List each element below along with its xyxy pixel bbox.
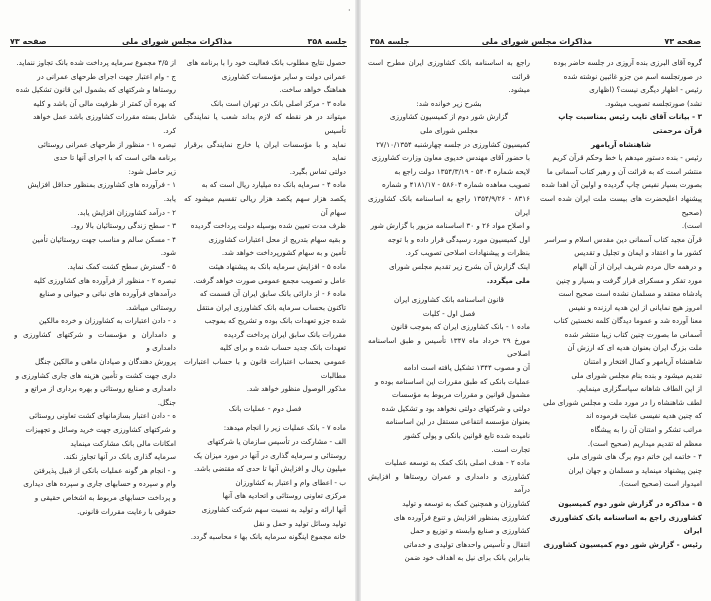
text-line: تجارت است. [491, 444, 530, 454]
text-line: د - دادن اعتبارات به کشاورزان و خرده مالکین [38, 316, 176, 326]
text-line: که بهره آن کمتر از ظرفیت مالی آن باشد و کلیه [33, 98, 176, 108]
text-line: و - انجام هر گونه عملیات بانکی از قبیل پذیرفتن [33, 465, 176, 475]
scan-mark: · [348, 6, 351, 15]
text-line: حصول نتایج مطلوب بانک فعالیت خود را با برنامه های [186, 58, 346, 67]
text-line: بنظرات و پیشنهادات اصلاحی تصویب کرد. [405, 248, 530, 258]
text-line: با حضور آقای مهندس خدیوی معاون وزارت کشاورزی [371, 153, 530, 163]
text-line: از این الطاف شاهانه سپاسگزاری مینمایم. [576, 384, 702, 394]
text-line: ماده ۷ - بانک عملیات زیر را انجام میدهد: [223, 423, 346, 433]
section-heading: کشاورزی راجع به اساسنامه بانک کشاورزی ایران [549, 512, 702, 536]
text-column-left [368, 56, 530, 596]
text-line: در صورتجلسه اسم من جزو غائبین نوشته شده [563, 71, 702, 81]
text-line: تأمین و به سهام کشورپرداخت خواهد شد. [221, 248, 346, 258]
text-line: گروه آقای البرزی بنده آروزی در جلسه حاضر بوده [553, 58, 702, 67]
text-line: ماده ۱ - بانک کشاورزی ایران که بموجب قانون [391, 322, 530, 332]
text-line: پرورش دهندگان و صیادان ماهی و مالکین جنگل [34, 357, 176, 367]
text-line: آن و مصوب ۱۳۴۴ تشکیل یافته است ادامه [403, 363, 530, 373]
text-line: کشاورزی و دامداری و عمران روستاها و افزایش درآمد [368, 471, 530, 495]
text-line: کشاورزی بمنظور افزایش و تنوع فرآورده های [393, 512, 530, 522]
session-number: جلسه ۳۵۸ [307, 37, 347, 46]
text-line: آسمانی ما بصورت چنین کتاب زیبا منتشر شده [564, 329, 702, 339]
text-line: فصل اول - کلیات [422, 308, 476, 318]
text-line: ماده ۶ - از دارائی بانک سابق ایران آن قسمت که [199, 289, 346, 299]
text-line: ماده ۲ - هدف اصلی بانک کمک به توسعه عملیات [384, 458, 530, 468]
text-line: دولتی و شرکتهای دولتی نخواهد بود و تشکیل شده [381, 403, 530, 413]
text-line: میتواند در هر نقطه که لازم بداند شعب یا نمایندگی تأسیس [184, 112, 346, 135]
text-column-left [14, 56, 176, 596]
text-line: مرکزی تعاونی روستائی و اتحادیه های آنها [222, 491, 346, 501]
text-line: مقررات بانک سابق ایران پرداخت گردیده [224, 329, 346, 339]
text-line: تعهدات بانک جدید حساب شده و برای کلیه [219, 343, 346, 353]
text-line: و دامداران و مؤسسات و شرکتهای کشاورزی و دامداری و [14, 329, 176, 353]
text-line: چنین پیشنهاد مینماید و مسلمان و جهان ایران [568, 465, 702, 475]
text-line: تصویب معاهده شماره ۵۸۶۰۴ - ۴۱۸۱/۱۷ و شماره [381, 180, 530, 190]
text-line: دامداری و صنایع روستائی و بهره برداری از مراتع و [25, 384, 176, 394]
text-line: کشاورزان و همچنین کمک به توسعه و تولید [402, 499, 530, 508]
text-line: شامل بسته مقررات کشاورزی باشد عمل خواهد [33, 112, 176, 122]
text-line: رئیس - بنده دستور میدهم با خط وحکم قرآن کریم [552, 153, 702, 163]
text-line: کشاورزی و صنایع وابسته و توزیع و حمل [410, 526, 530, 536]
text-line: الف - مشارکت در تأسیس سازمان یا شرکتهای [207, 437, 346, 447]
text-line: مجلس شورای ملی [420, 125, 478, 135]
text-line: خانه مجموع اینگونه سرمایه بانک بها ء محاسبه گردد. [190, 532, 346, 542]
text-line: کرد. [163, 125, 176, 135]
session-number: جلسه ۳۵۸ [370, 37, 410, 46]
text-line: درآمدهای فرآورده های نباتی و حیوانی و صنایع [39, 289, 176, 299]
text-line: اینک گزارش آن بشرح زیر تقدیم مجلس شورای [388, 261, 530, 271]
text-line: ۵ - گسترش سطح کشت کمک نماید. [67, 261, 176, 271]
text-line: شاهنشاه آریامهر و کمال افتخار و امتنان [583, 357, 702, 367]
text-line: ماده ۵ - افزایش سرمایه بانک به پیشنهاد هیئت [208, 261, 346, 271]
text-line: یابد. [163, 193, 176, 203]
text-line: سرمایه گذاری بانک در آنها تجاوز نکند. [63, 452, 176, 462]
text-line: مورخ ۲۹ خرداد ماه ۱۳۴۷ تأسیس و طبق اساسنامه اصلاحی [368, 335, 530, 359]
text-line: کشور ما و اعتقاد و ایمان و تجلیل و تقدیس [574, 248, 702, 258]
text-line: ه - دادن اعتبار بسازمانهای کشت تعاونی روستائی [29, 411, 176, 421]
text-line: ملت بزرگ ایران بعنوان هدیه ای که ارزش آن [567, 343, 702, 353]
text-line: وام و سپرده و حسابهای جاری و سپرده های دیداری [23, 479, 176, 489]
text-line: روستائی و سرمایه گذاری در آنها در مورد میزان یک [193, 450, 346, 460]
text-line: میلیون ریال و افزایش آنها تا حدی که مقتضی باشد. [194, 464, 346, 474]
text-line: عملیات بانکی که طبق مقررات این اساسنامه بوده و [374, 376, 530, 386]
text-line: جنگل. [157, 397, 176, 407]
text-line: معظم له تقدیم میداریم (صحیح است). [587, 438, 702, 448]
text-line: مورد تفکر و مسکرای قرار گرفت و بسیار و چنین [556, 275, 702, 285]
text-line: مراتب تشکر و امتنان آن را به پیشگاه [590, 425, 702, 435]
text-line: تولید وسائل تولید و حمل و نقل [253, 518, 346, 528]
text-line: زیر حاصل شود: [128, 166, 176, 176]
page-header [10, 30, 347, 47]
text-column-right [184, 56, 346, 596]
text-line: بنابراین بانک برای نیل به اهداف خود ضمن [404, 553, 530, 563]
text-line: نامیده شده تابع قوانین بانکی و پولی کشور [403, 431, 530, 441]
section-heading: ملی میگردد. [486, 275, 530, 285]
page-header [370, 30, 701, 47]
text-line: آنها ارائه و تولید به نسبت سهم شرکت کشاورزی [201, 505, 346, 514]
text-line: ۳ - سطح زندگی روستائیان بالا رود. [70, 221, 176, 231]
section-heading: رئیس - گزارش شور دوم کمیسیون کشاورزی [543, 539, 702, 549]
text-line: روستائی میباشد. [125, 302, 176, 312]
text-line: قانون اساسنامه بانک کشاورزی ایران [394, 295, 504, 305]
text-line: مشمول قوانین و مقررات مربوط به مؤسسات [392, 390, 530, 400]
section-heading: شاهنشاه آریامهر [590, 139, 652, 149]
text-line: کمیسیون کشاورزی در جلسه چهارشنبه ۲۷/۱۰/۱۳۵۴ [376, 139, 530, 149]
text-line: بشرح زیر خوانده شد: [416, 98, 482, 108]
text-line: تبصره ۲ - منظور از فرآورده های کشاورزی کلیه [33, 275, 176, 285]
text-line: معنا آورده شد و عموما دیدگان کلمه نخستین کتاب [553, 316, 702, 326]
text-line: اول کمیسیون مورد رسیدگی قرار داده و با توجه [387, 234, 530, 244]
text-line: عمرانی دولت و سایر مؤسسات کشاورزی [221, 71, 346, 81]
text-column-right [540, 56, 702, 596]
text-line: ۲ - درآمد کشاورزان افزایش یابد. [77, 207, 176, 217]
text-line: نماید و با مؤسسات ایران یا خارج نمایندگی برقرار نماید [184, 139, 346, 163]
text-line: امیدوار است (صحیح است). [618, 479, 702, 489]
text-line: انتقال و تأسیس واحدهای تولیدی و خدماتی [403, 539, 530, 549]
text-line: بعنوان مؤسسه انتفاعی مستقل در این اساسنامه [385, 417, 530, 427]
text-line: و اصلاح مواد ۲۶ و ۳۰ اساسنامه مزبور با گزارش شور [370, 221, 530, 231]
text-line: ب - اعطای وام و اعتبار به کشاورزان [235, 477, 346, 487]
text-line: تاکنون بحساب سرمایه بانک کشاورزی ایران منتقل [196, 302, 346, 312]
text-line: از ۴/۵ مجموع سرمایه پرداخت شده بانک تجاوز ننماید. [16, 58, 176, 67]
text-line: و شرکتهای کشاورزی جهت خرید وسائل و تجهیزات [25, 425, 176, 435]
text-line: روستاها و شرکتهای که بشمول این قانون تشکیل شده [15, 85, 176, 95]
text-line: راجع به اساسنامه بانک کشاورزی ایران مطرح است قرائت [368, 58, 530, 81]
text-line: ماده ۴ - سرمایه بانک ده میلیارد ریال است که به [201, 180, 346, 190]
section-heading: ۵ - مذاکره در گزارش شور دوم کمیسیون [558, 499, 702, 508]
text-line: ۴ - مسکن سالم و مناسب جهت روستائیان تأمین [32, 234, 176, 244]
right-page [360, 0, 711, 601]
text-line: منتشر است که به قرائت آن و رهبر کتاب آسمانی ما [546, 166, 702, 176]
text-line: پیشنهاد اعلیحضرت های بیست ملت ایران شده است (صحیح [540, 193, 702, 217]
text-line: است). [681, 221, 702, 231]
text-line: یکصد هزار سهم یکصد هزار ریالی تقسیم میشود که سهام آن [184, 193, 346, 217]
text-line: و درهمه حال مردم شریف ایران از آن الهام [572, 261, 702, 271]
text-line: و بقیه سهام بتدریج از محل اعتبارات کشاورزی [208, 234, 346, 244]
text-line: عامل و تصویب مجمع عمومی صورت خواهد گرفت. [193, 275, 346, 285]
text-line: تبصره ۱ - منظور از طرحهای عمرانی روستائی [37, 139, 176, 149]
text-line: ۱ - فرآورده های کشاورزی بمنظور حداقل افزایش [27, 180, 176, 190]
text-line: لایحه شماره ۵۴۰۴ - ۱۳۵۴/۳/۱۹ دولت راجع به [394, 166, 530, 176]
text-line: ماده ۳ - مرکز اصلی بانک در تهران است بانک [210, 98, 346, 108]
text-line: ج - وام اعتبار جهت اجرای طرحهای عمرانی در [37, 71, 176, 81]
text-line: لطف شاهنشاه را در مورد ملت و مجلس شورای ملی [543, 397, 702, 407]
text-line: دولتی تماس بگیرد. [289, 166, 346, 176]
section-heading: ۳ - بیانات آقای نایب رئیس بمناسبت چاپ قرآن مرحمتی [558, 112, 702, 135]
text-line: شود. [160, 248, 176, 258]
publication-title: مذاکرات مجلس شورای ملی [121, 37, 233, 46]
text-line: بصورت بسیار نفیس چاپ گردیده و اولین آن اهدا شده [541, 180, 702, 190]
text-line: که چنین هدیه نفیسی عنایت فرموده اند [585, 411, 702, 421]
publication-title: مذاکرات مجلس شورای ملی [481, 37, 593, 46]
text-line: و پرداخت حسابهای مربوط به اشخاص حقیقی و [34, 493, 176, 502]
text-line: هماهنگ خواهد ساخت. [279, 85, 346, 95]
text-line: تقدیم میشود و بنده بنام مجلس شورای ملی [571, 370, 702, 380]
text-line: میشود. [508, 85, 530, 95]
text-line: داری جهت کشت و تأمین هزینه های جاری کشاورزی و [15, 370, 176, 380]
text-line: گزارش شور دوم از کمیسیون کشاورزی [389, 112, 509, 122]
text-line: پادشاه معتقد و مسلمان نشده است صحیح است [558, 289, 702, 299]
text-line: مذکور الوصول منظور خواهد شد. [246, 384, 346, 394]
text-line: نشد) صورتجلسه تصویب میشود. [604, 98, 702, 108]
text-line: قرآن مجید کتاب آسمانی دین مقدس اسلام و سراسر [544, 234, 702, 244]
text-line: ظرف مدت تعیین شده بوسیله دولت پرداخت گردیده [190, 221, 346, 231]
text-line: رئیس - اظهار دیگری نیست؟ (اظهاری [589, 85, 702, 95]
text-line: فصل دوم - عملیات بانک [228, 403, 302, 413]
text-line: برنامه هائی است که با اجرای آنها تا حدی [53, 153, 176, 163]
text-line: حقوقی با رعایت مقررات قانونی. [77, 506, 176, 516]
text-line: ۴ - خاتمه این خاتم دوم برگ های شورای ملی [567, 452, 702, 462]
text-line: امکانات مالی بانک مشارکت مینماید [70, 438, 176, 448]
text-line: عمومی بحساب اعتبارات قانون و با حساب اعتبارات مطالبات [184, 357, 346, 380]
text-line: شده جزو تعهدات بانک بوده و تشریح که بموجب [204, 316, 346, 326]
page-number: صفحه ۷۳ [664, 37, 701, 46]
page-number: صفحه ۷۳ [10, 37, 47, 46]
text-line: ۸۳۱۶ - ۱۳۵۴/۹/۲۶ راجع به اساسنامه بانک کشاورزی ایران [368, 193, 530, 217]
text-line: امروز هیچ نمایانی از این هدیه ارزنده و نفیس [568, 302, 702, 312]
